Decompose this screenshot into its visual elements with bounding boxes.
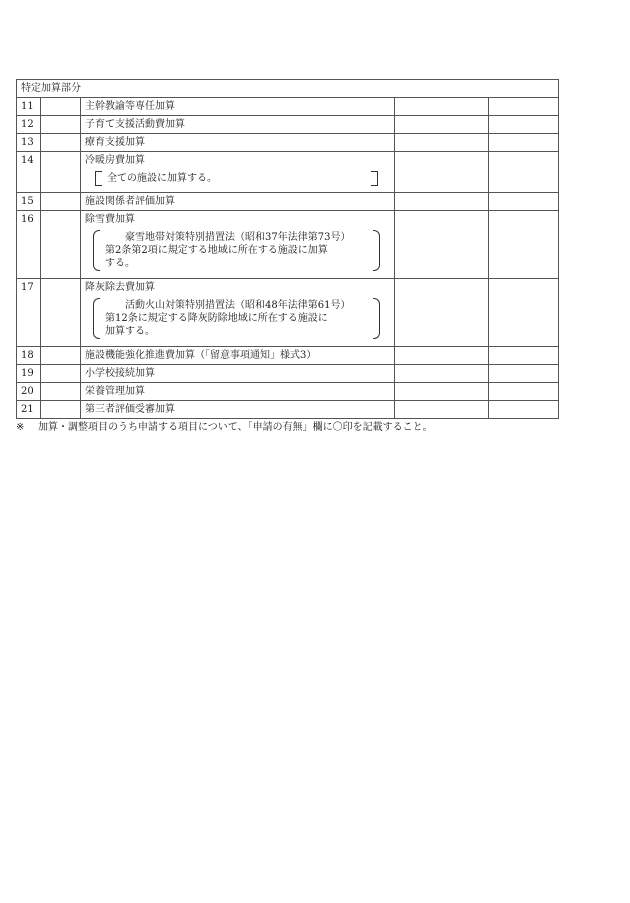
item-name: 子育て支援活動費加算 <box>81 116 395 134</box>
item-note-line: 活動火山対策特別措置法（昭和48年法律第61号） <box>125 300 351 311</box>
apply-cell[interactable] <box>395 347 489 365</box>
remarks-cell[interactable] <box>489 152 559 193</box>
item-number: 19 <box>17 365 41 383</box>
apply-cell[interactable] <box>395 211 489 279</box>
remarks-cell[interactable] <box>489 211 559 279</box>
item-name-cell <box>81 211 395 279</box>
item-number: 14 <box>17 152 41 193</box>
item-spacer <box>41 347 81 365</box>
item-number: 13 <box>17 134 41 152</box>
apply-cell[interactable] <box>395 116 489 134</box>
remarks-cell[interactable] <box>489 116 559 134</box>
remarks-cell[interactable] <box>489 98 559 116</box>
item-note-line: 加算する。 <box>105 326 155 337</box>
remarks-cell[interactable] <box>489 365 559 383</box>
item-spacer <box>41 401 81 419</box>
table-row <box>17 116 559 134</box>
remarks-cell[interactable] <box>489 383 559 401</box>
item-number: 15 <box>17 193 41 211</box>
item-name: 冷暖房費加算 <box>85 155 145 166</box>
table-row <box>17 152 559 193</box>
remarks-cell[interactable] <box>489 134 559 152</box>
table-row <box>17 134 559 152</box>
apply-cell[interactable] <box>395 365 489 383</box>
item-name: 第三者評価受審加算 <box>81 401 395 419</box>
remarks-cell[interactable] <box>489 193 559 211</box>
item-number: 18 <box>17 347 41 365</box>
specific-addition-table <box>16 79 559 419</box>
item-name: 栄養管理加算 <box>81 383 395 401</box>
item-name-cell <box>81 152 395 193</box>
item-spacer <box>41 98 81 116</box>
item-number: 20 <box>17 383 41 401</box>
remarks-cell[interactable] <box>489 279 559 347</box>
table-row <box>17 365 559 383</box>
item-number: 11 <box>17 98 41 116</box>
item-number: 21 <box>17 401 41 419</box>
form-sheet <box>16 79 558 434</box>
item-spacer <box>41 211 81 279</box>
item-note <box>93 171 380 186</box>
table-row <box>17 211 559 279</box>
footnote-mark: ※ <box>16 422 25 433</box>
item-spacer <box>41 365 81 383</box>
item-number: 16 <box>17 211 41 279</box>
item-name: 施設関係者評価加算 <box>81 193 395 211</box>
item-note-line: する。 <box>105 258 135 269</box>
footnote <box>16 421 558 434</box>
section-header-row <box>17 80 559 98</box>
remarks-cell[interactable] <box>489 401 559 419</box>
table-row <box>17 383 559 401</box>
item-name: 除雪費加算 <box>85 214 135 225</box>
item-name: 小学校接続加算 <box>81 365 395 383</box>
item-note-line: 豪雪地帯対策特別措置法（昭和37年法律第73号） <box>125 232 351 243</box>
item-spacer <box>41 152 81 193</box>
apply-cell[interactable] <box>395 98 489 116</box>
apply-cell[interactable] <box>395 134 489 152</box>
table-row <box>17 98 559 116</box>
item-name: 療育支援加算 <box>81 134 395 152</box>
item-note <box>93 298 380 339</box>
table-row <box>17 193 559 211</box>
apply-cell[interactable] <box>395 193 489 211</box>
item-note-line: 第12条に規定する降灰防除地域に所在する施設に <box>105 313 328 324</box>
item-spacer <box>41 383 81 401</box>
item-spacer <box>41 116 81 134</box>
apply-cell[interactable] <box>395 383 489 401</box>
item-name: 降灰除去費加算 <box>85 282 155 293</box>
footnote-text: 加算・調整項目のうち申請する項目について、「申請の有無」欄に〇印を記載すること。 <box>38 422 433 433</box>
item-number: 12 <box>17 116 41 134</box>
item-spacer <box>41 134 81 152</box>
table-row <box>17 347 559 365</box>
item-spacer <box>41 279 81 347</box>
remarks-cell[interactable] <box>489 347 559 365</box>
section-title: 特定加算部分 <box>17 80 559 98</box>
item-note-text: 全ての施設に加算する。 <box>107 173 217 184</box>
item-spacer <box>41 193 81 211</box>
item-name: 主幹教諭等専任加算 <box>81 98 395 116</box>
item-name: 施設機能強化推進費加算（「留意事項通知」様式3） <box>81 347 395 365</box>
table-row <box>17 279 559 347</box>
item-name-cell <box>81 279 395 347</box>
apply-cell[interactable] <box>395 152 489 193</box>
item-number: 17 <box>17 279 41 347</box>
apply-cell[interactable] <box>395 279 489 347</box>
item-note-line: 第2条第2項に規定する地域に所在する施設に加算 <box>105 245 328 256</box>
apply-cell[interactable] <box>395 401 489 419</box>
item-note <box>93 230 380 271</box>
table-row <box>17 401 559 419</box>
